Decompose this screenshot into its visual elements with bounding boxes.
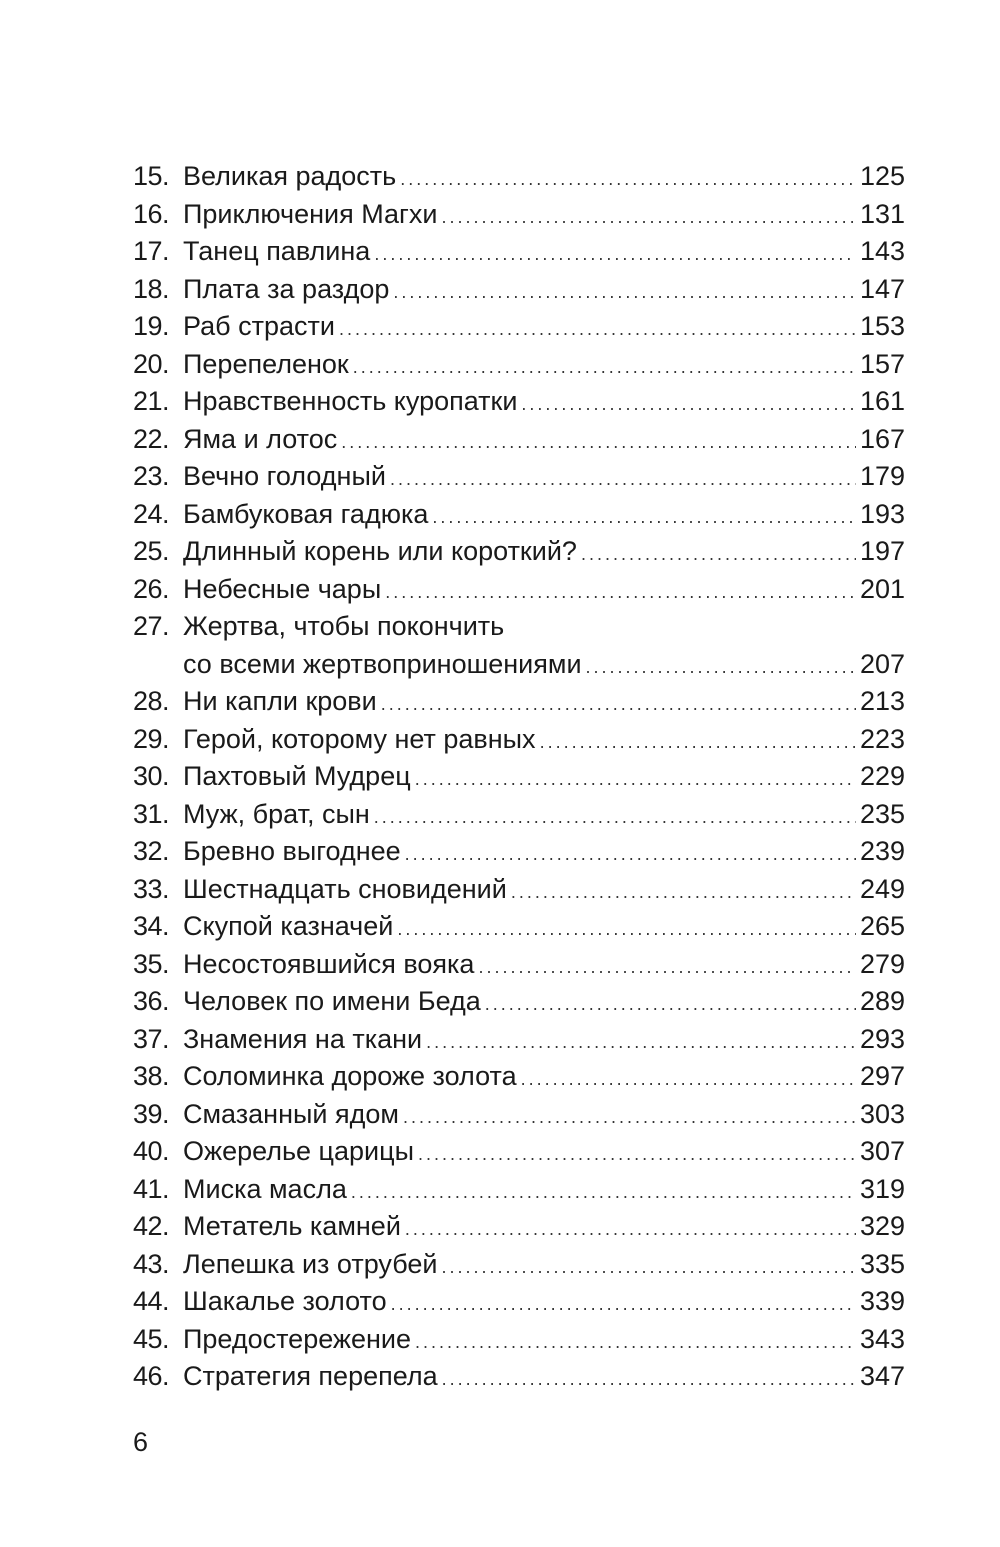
toc-entry-page: 235 xyxy=(859,798,905,829)
toc-entry-title: Длинный корень или короткий? xyxy=(183,536,577,566)
toc-entry[interactable] xyxy=(133,346,905,384)
toc-entry-title: Танец павлина xyxy=(183,236,371,266)
toc-entry-number: 25. xyxy=(133,536,170,566)
toc-entry[interactable] xyxy=(133,908,905,946)
toc-entry-page: 343 xyxy=(859,1323,905,1354)
toc-entry-page: 179 xyxy=(859,461,905,491)
toc-entry[interactable] xyxy=(133,1171,905,1209)
toc-entry-number: 35. xyxy=(133,948,170,979)
dot-leader xyxy=(478,949,856,987)
toc-entry-title: Смазанный ядом xyxy=(183,1098,399,1129)
toc-entry-number: 32. xyxy=(133,836,170,866)
toc-entry-page: 229 xyxy=(859,761,905,791)
toc-entry-page: 335 xyxy=(859,1248,905,1279)
toc-entry-title: Метатель камней xyxy=(183,1211,401,1241)
toc-entry-title: Стратегия перепела xyxy=(183,1361,438,1391)
toc-entry-title: Соломинка дороже золота xyxy=(183,1061,517,1091)
toc-entry-page: 161 xyxy=(859,386,905,416)
toc-entry-title: Нравственность куропатки xyxy=(183,386,518,416)
toc-entry-title: Миска масла xyxy=(183,1173,347,1204)
dot-leader xyxy=(441,1249,855,1287)
toc-entry-number: 17. xyxy=(133,236,170,266)
dot-leader xyxy=(485,986,856,1024)
toc-entry-number: 20. xyxy=(133,348,170,379)
toc-entry[interactable] xyxy=(133,796,905,834)
dot-leader xyxy=(397,911,856,949)
toc-entry-number: 41. xyxy=(133,1173,170,1204)
toc-entry-page: 347 xyxy=(859,1361,905,1391)
dot-leader xyxy=(351,1174,856,1212)
toc-entry[interactable] xyxy=(133,271,905,309)
toc-entry-title: Ни капли крови xyxy=(183,686,377,716)
toc-entry-title: Ожерелье царицы xyxy=(183,1136,415,1166)
toc-entry-continuation[interactable] xyxy=(133,646,905,684)
toc-entry-title: Великая радость xyxy=(183,161,397,191)
toc-entry[interactable] xyxy=(133,308,905,346)
dot-leader xyxy=(374,236,856,274)
dot-leader xyxy=(390,461,856,499)
toc-entry-page: 339 xyxy=(859,1286,905,1316)
dot-leader xyxy=(426,1024,856,1062)
dot-leader xyxy=(393,274,856,312)
toc-entry-title: Лепешка из отрубей xyxy=(183,1248,438,1279)
toc-entry-number: 21. xyxy=(133,386,170,416)
toc-entry-title: Муж, брат, сын xyxy=(183,798,370,829)
toc-entry[interactable] xyxy=(133,608,905,646)
toc-entry-page: 329 xyxy=(859,1211,905,1241)
toc-entry-title: Бревно выгоднее xyxy=(183,836,401,866)
toc-entry-number: 22. xyxy=(133,423,170,454)
toc-entry-page: 131 xyxy=(859,198,905,229)
toc-entry-page: 303 xyxy=(859,1098,905,1129)
toc-entry-number: 46. xyxy=(133,1361,170,1391)
dot-leader xyxy=(586,649,856,687)
dot-leader xyxy=(405,1211,856,1249)
toc-entry-title: Раб страсти xyxy=(183,311,335,341)
toc-entry[interactable] xyxy=(133,496,905,534)
toc-entry-title: Знамения на ткани xyxy=(183,1023,423,1054)
toc-entry-number: 24. xyxy=(133,498,170,529)
toc-entry-title: Яма и лотос xyxy=(183,423,338,454)
toc-entry[interactable] xyxy=(133,383,905,421)
toc-entry-page: 293 xyxy=(859,1023,905,1054)
toc-entry[interactable] xyxy=(133,1246,905,1284)
toc-entry-page: 297 xyxy=(859,1061,905,1091)
toc-entry-title: Скупой казначей xyxy=(183,911,394,941)
toc-entry-page: 239 xyxy=(859,836,905,866)
toc-entry-title: Шакалье золото xyxy=(183,1286,387,1316)
toc-entry-number: 34. xyxy=(133,911,170,941)
toc-entry[interactable] xyxy=(133,458,905,496)
toc-entry-title: Герой, которому нет равных xyxy=(183,723,536,754)
dot-leader xyxy=(339,311,856,349)
dot-leader xyxy=(432,499,856,537)
toc-entry-number: 44. xyxy=(133,1286,170,1316)
toc-entry[interactable] xyxy=(133,758,905,796)
dot-leader xyxy=(540,724,856,762)
dot-leader xyxy=(405,836,856,874)
toc-entry-page: 153 xyxy=(859,311,905,341)
toc-entry-page: 207 xyxy=(859,648,905,679)
toc-entry-number: 19. xyxy=(133,311,170,341)
toc-entry-number: 27. xyxy=(133,611,170,641)
toc-entry-number: 23. xyxy=(133,461,170,491)
toc-entry-page: 193 xyxy=(859,498,905,529)
dot-leader xyxy=(341,424,856,462)
toc-entry-page: 289 xyxy=(859,986,905,1016)
dot-leader xyxy=(381,686,856,724)
toc-entry-page: 143 xyxy=(859,236,905,266)
toc-entry-title: Небесные чары xyxy=(183,573,382,604)
dot-leader xyxy=(374,799,856,837)
toc-entry[interactable] xyxy=(133,1058,905,1096)
toc-entry-number: 37. xyxy=(133,1023,170,1054)
toc-entry[interactable] xyxy=(133,721,905,759)
toc-entry-number: 33. xyxy=(133,873,170,904)
toc-entry-page: 213 xyxy=(859,686,905,716)
toc-entry-page: 223 xyxy=(859,723,905,754)
toc-entry-number: 26. xyxy=(133,573,170,604)
toc-entry-number: 40. xyxy=(133,1136,170,1166)
table-of-contents xyxy=(133,158,905,1396)
toc-entry-page: 147 xyxy=(859,273,905,304)
dot-leader xyxy=(353,349,856,387)
toc-entry-page: 307 xyxy=(859,1136,905,1166)
toc-entry-number: 42. xyxy=(133,1211,170,1241)
dot-leader xyxy=(511,874,856,912)
toc-entry-page: 265 xyxy=(859,911,905,941)
toc-entry[interactable] xyxy=(133,946,905,984)
toc-entry-title: Шестнадцать сновидений xyxy=(183,873,507,904)
toc-entry-number: 30. xyxy=(133,761,170,791)
toc-entry-number: 45. xyxy=(133,1323,170,1354)
toc-entry-title: Жертва, чтобы покончить xyxy=(183,611,505,641)
toc-entry-title: Пахтовый Мудрец xyxy=(183,761,411,791)
toc-entry-title: Несостоявшийся вояка xyxy=(183,948,475,979)
toc-entry-number: 31. xyxy=(133,798,170,829)
toc-entry[interactable] xyxy=(133,533,905,571)
toc-entry-number: 18. xyxy=(133,273,170,304)
toc-entry[interactable] xyxy=(133,196,905,234)
toc-entry[interactable] xyxy=(133,1208,905,1246)
toc-entry-title: Вечно голодный xyxy=(183,461,386,491)
toc-entry[interactable] xyxy=(133,871,905,909)
toc-entry-title: Приключения Магхи xyxy=(183,198,438,229)
toc-entry[interactable] xyxy=(133,421,905,459)
toc-entry-title-line2: со всеми жертвоприношениями xyxy=(183,648,582,679)
toc-entry-number: 28. xyxy=(133,686,170,716)
toc-entry-page: 201 xyxy=(859,573,905,604)
toc-entry-number: 36. xyxy=(133,986,170,1016)
toc-entry[interactable] xyxy=(133,833,905,871)
toc-entry[interactable] xyxy=(133,1133,905,1171)
toc-entry-page: 279 xyxy=(859,948,905,979)
dot-leader xyxy=(415,1324,856,1362)
toc-entry[interactable] xyxy=(133,233,905,271)
dot-leader xyxy=(521,1061,856,1099)
toc-entry[interactable] xyxy=(133,158,905,196)
dot-leader xyxy=(441,199,855,237)
toc-entry-title: Человек по имени Беда xyxy=(183,986,481,1016)
toc-list xyxy=(133,158,905,1396)
toc-entry[interactable] xyxy=(133,1358,905,1396)
dot-leader xyxy=(521,386,856,424)
toc-entry-page: 167 xyxy=(859,423,905,454)
toc-entry-page: 249 xyxy=(859,873,905,904)
toc-entry-title: Плата за раздор xyxy=(183,273,390,304)
dot-leader xyxy=(385,574,856,612)
toc-entry[interactable] xyxy=(133,1283,905,1321)
toc-entry[interactable] xyxy=(133,571,905,609)
dot-leader xyxy=(418,1136,856,1174)
toc-entry[interactable] xyxy=(133,683,905,721)
dot-leader xyxy=(391,1286,856,1324)
dot-leader xyxy=(442,1361,856,1399)
toc-entry-number: 29. xyxy=(133,723,170,754)
toc-entry-page: 125 xyxy=(859,161,905,191)
toc-entry-title: Предостережение xyxy=(183,1323,412,1354)
toc-entry-title: Перепеленок xyxy=(183,348,349,379)
dot-leader xyxy=(415,761,856,799)
toc-entry[interactable] xyxy=(133,983,905,1021)
dot-leader xyxy=(581,536,856,574)
toc-entry-number: 15. xyxy=(133,161,170,191)
toc-entry-page: 157 xyxy=(859,348,905,379)
toc-entry[interactable] xyxy=(133,1321,905,1359)
toc-entry[interactable] xyxy=(133,1096,905,1134)
toc-entry-page: 197 xyxy=(859,536,905,566)
dot-leader xyxy=(400,161,856,199)
toc-entry-page: 319 xyxy=(859,1173,905,1204)
toc-entry-number: 43. xyxy=(133,1248,170,1279)
toc-entry-number: 16. xyxy=(133,198,170,229)
page-number: 6 xyxy=(133,1427,149,1457)
toc-entry[interactable] xyxy=(133,1021,905,1059)
toc-entry-number: 38. xyxy=(133,1061,170,1091)
dot-leader xyxy=(403,1099,856,1137)
toc-entry-number: 39. xyxy=(133,1098,170,1129)
toc-entry-title: Бамбуковая гадюка xyxy=(183,498,429,529)
